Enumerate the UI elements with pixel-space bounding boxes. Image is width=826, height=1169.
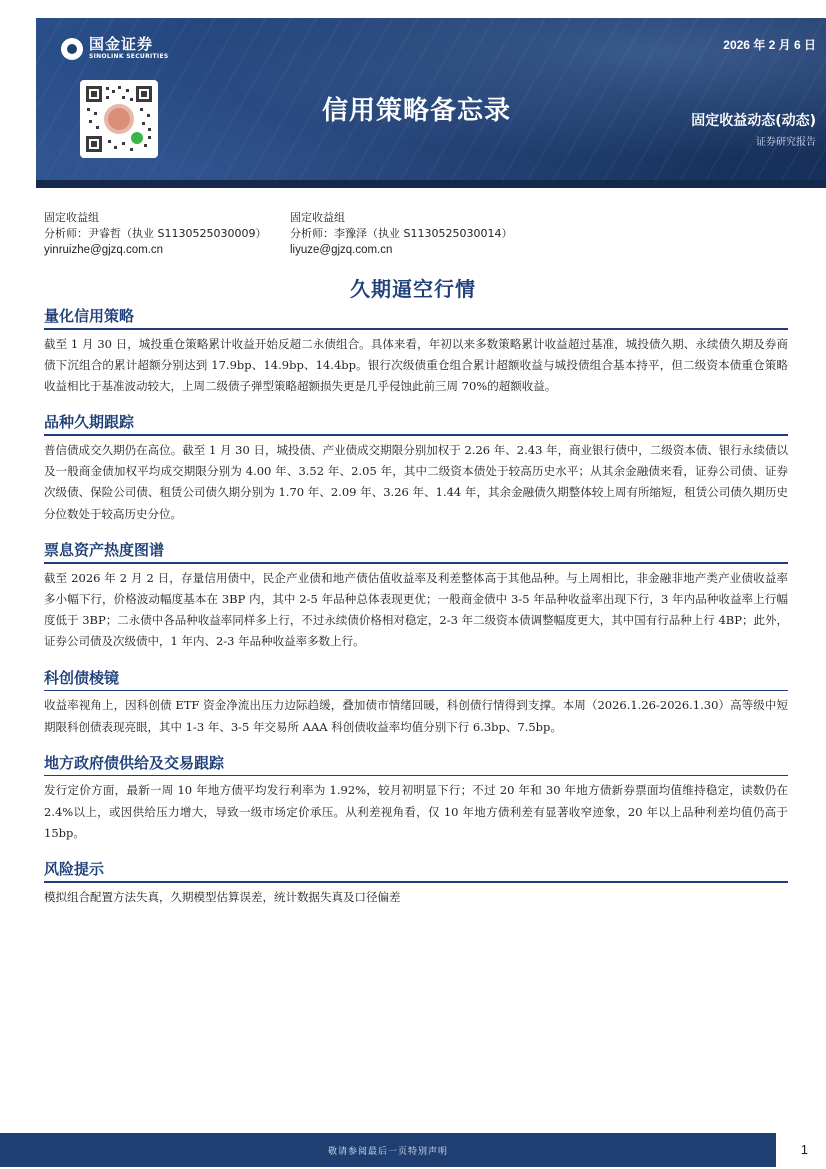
logo-name-cn: 国金证券 [89, 35, 154, 53]
section-divider [44, 690, 788, 692]
report-type: 固定收益动态(动态) [691, 113, 816, 129]
section-text: 模拟组合配置方法失真，久期模型估算误差，统计数据失真及口径偏差 [44, 889, 401, 904]
section-divider [44, 775, 788, 777]
section-text: 截至 1 月 30 日，城投重仓策略累计收益开始反超二永债组合。具体来看，年初以来多数策略累计收益超过基准，城投债久期、永续债久期及券商债下沉组合的累计超额分别达到 17.9bp、14.9bp、14.4bp。银行次级债重仓组合累计超额收益与城投债组合基本持平，但二级资本债重仓策略收益相比于基准波动较大，上周二级债子弹型策略超额损失更是几乎侵蚀此前三周 70%的超额收益。 [44, 336, 788, 394]
section-text: 发行定价方面，最新一周 10 年地方债平均发行利率为 1.92%，较月初明显下行；不过 20 年和 30 年地方债新券票面均值维持稳定，读数仍在 2.4%以上，或因供给压力增大，导致一级市场定价承压。从利差视角看，仅 10 年地方债利差有显著收窄迹象，20 年以上品种利差均值仍高于 15bp。 [44, 783, 788, 840]
section-divider [44, 328, 788, 330]
report-headline: 久期逼空行情 [350, 277, 476, 301]
section-heading: 科创债棱镜 [44, 668, 120, 687]
analyst-group: 固定收益组 [44, 211, 99, 224]
company-logo [61, 36, 168, 61]
qr-code-graphic [84, 84, 154, 154]
analyst-name: 分析师：尹睿哲（执业 S1130525030009） [44, 227, 267, 240]
analyst-block [44, 210, 266, 258]
report-subtype: 证券研究报告 [756, 137, 816, 148]
section-duration-tracking [44, 412, 788, 525]
section-sci-tech-bonds [44, 668, 788, 738]
section-text: 普信债成交久期仍在高位。截至 1 月 30 日，城投债、产业债成交期限分别加权于 2.26 年、2.43 年，商业银行债中，二级资本债、银行永续债以及一般商金债加权平均成交期限分别为 4.00 年、3.52 年、2.05 年，其中二级资本债处于较高历史水平；从其余金融债来看，证券公司债、证券次级债、保险公司债、租赁公司债久期分别为 1.70 年、2.09 年、3.26 年、1.44 年，其余金融债久期整体较上周有所缩短，租赁公司债久期历史分位数处于较高历史分位。 [44, 442, 788, 521]
qr-code-icon [80, 80, 158, 158]
analyst-email[interactable]: yinruizhe@gjzq.com.cn [44, 244, 164, 256]
footer-disclaimer[interactable]: 敬请参阅最后一页特别声明 [327, 1146, 448, 1157]
section-heading: 品种久期跟踪 [44, 413, 135, 432]
section-heading: 地方政府债供给及交易跟踪 [44, 753, 225, 772]
section-divider [44, 562, 788, 564]
section-quant-credit-strategy [44, 306, 788, 397]
report-body [44, 306, 788, 923]
section-local-gov-bonds [44, 753, 788, 844]
section-coupon-heatmap [44, 540, 788, 653]
analyst-name: 分析师：李豫泽（执业 S1130525030014） [290, 227, 513, 240]
analyst-group: 固定收益组 [290, 211, 345, 224]
section-divider [44, 881, 788, 883]
section-heading: 量化信用策略 [44, 307, 135, 325]
page-number: 1 [800, 1142, 808, 1157]
logo-name-en: SINOLINK SECURITIES [89, 53, 169, 60]
header-stripe [36, 180, 826, 188]
section-heading: 风险提示 [44, 860, 105, 879]
section-text: 收益率视角上，因科创债 ETF 资金净流出压力边际趋缓，叠加债市情绪回暖，科创债行情得到支撑。本周（2026.1.26-2026.1.30）高等级中短期限科创债表现亮眼，其中 1-3 年、3-5 年交易所 AAA 科创债收益率均值分别下行 6.3bp、7.5bp。 [44, 698, 788, 734]
analyst-email[interactable]: liyuze@gjzq.com.cn [290, 244, 393, 256]
page-title: 信用策略备忘录 [322, 96, 512, 126]
section-divider [44, 434, 788, 436]
footer-bar [0, 1133, 776, 1167]
section-text: 截至 2026 年 2 月 2 日，存量信用债中，民企产业债和地产债估值收益率及利差整体高于其他品种。与上周相比，非金融非地产类产业债收益率多小幅下行，价格波动幅度基本在 3BP 内，其中 2-5 年品种总体表现更优；一般商金债中 3-5 年品种收益率出现下行，3 年内品种收益率上行幅度低于 3BP；二永债中各品种收益率同样多上行，不过永续债价格相对稳定，2-3 年二级资本债调整幅度更大，其中国有行品种上行 4BP；此外，证券公司债及次级债中，1 年内、2-3 年品种收益率多数上行。 [44, 570, 788, 649]
section-risk-warning [44, 859, 788, 908]
section-heading: 票息资产热度图谱 [44, 541, 165, 560]
analyst-block [290, 210, 512, 258]
sinolink-logo-icon [61, 38, 83, 60]
report-date: 2026 年 2 月 6 日 [723, 38, 816, 52]
